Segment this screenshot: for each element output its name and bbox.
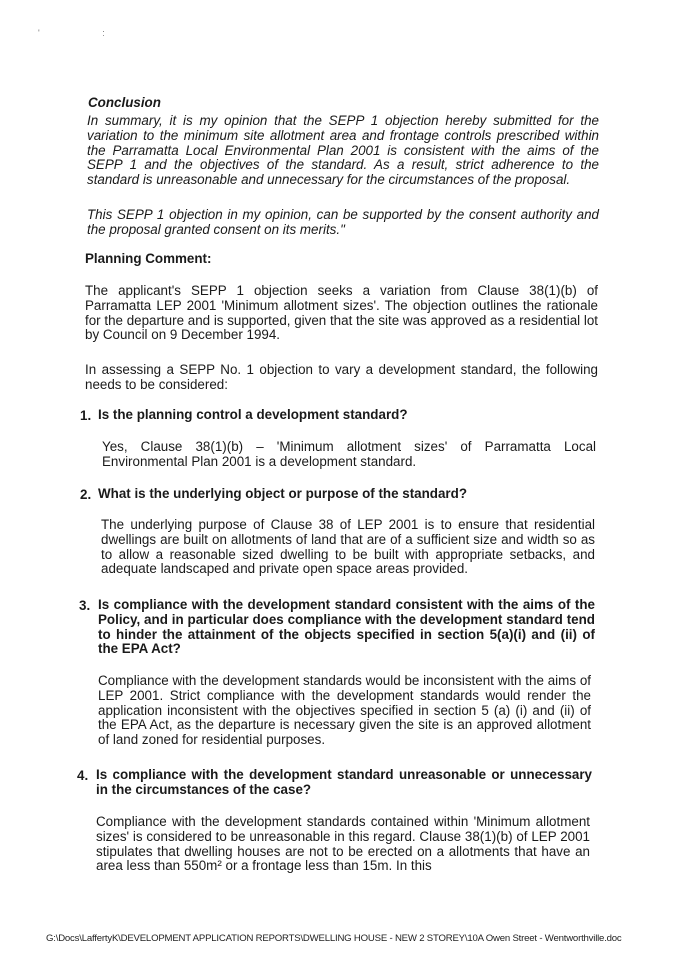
question-1 (80, 408, 600, 423)
question-number: 1. (80, 408, 92, 423)
question-3 (79, 598, 595, 657)
question-4 (77, 768, 592, 798)
planning-comment-heading: Planning Comment: (85, 251, 212, 266)
question-text: Is the planning control a development standard? (98, 407, 408, 422)
file-path-footer: G:\Docs\LaffertyK\DEVELOPMENT APPLICATION REPORTS\DWELLING HOUSE - NEW 2 STOREY\10A Owen Street - Wentworthville.doc (46, 933, 622, 944)
conclusion-paragraph-2: This SEPP 1 objection in my opinion, can be supported by the consent authority and the proposal granted consent on its merits." (87, 207, 599, 237)
conclusion-paragraph-1: In summary, it is my opinion that the SEPP 1 objection hereby submitted for the variation to the minimum site allotment area and frontage controls prescribed within the Parramatta Local Environmental Plan 2001 is consistent with the aims of the SEPP 1 and the objectives of the standard. As a result, strict adherence to the standard is unreasonable and unnecessary for the circumstances of the proposal. (87, 113, 599, 188)
question-text: Is compliance with the development standard consistent with the aims of the Policy, and in particular does compliance with the development standard tend to hinder the attainment of the objects specified in section 5(a)(i) and (ii) of the EPA Act? (98, 597, 595, 657)
question-number: 2. (80, 487, 92, 502)
question-text: Is compliance with the development standard unreasonable or unnecessary in the circumstances of the case? (96, 767, 592, 797)
question-number: 3. (79, 598, 91, 613)
planning-paragraph-2: In assessing a SEPP No. 1 objection to vary a development standard, the following needs to be considered: (85, 362, 598, 392)
answer-1: Yes, Clause 38(1)(b) – 'Minimum allotment sizes' of Parramatta Local Environmental Plan 2001 is a development standard. (102, 439, 596, 469)
answer-4: Compliance with the development standards contained within 'Minimum allotment sizes' is considered to be unreasonable in this regard. Clause 38(1)(b) of LEP 2001 stipulates that dwelling houses are not to be erected on a allotments that have an area less than 550m² or a frontage less than 15m. In this (96, 814, 590, 874)
question-text: What is the underlying object or purpose of the standard? (98, 486, 468, 501)
scan-marks: ' : (38, 28, 135, 38)
answer-3: Compliance with the development standards would be inconsistent with the aims of LEP 2001. Strict compliance with the development standards would render the application inconsistent with the objectives specified in section 5 (a) (i) and (ii) of the EPA Act, as the departure is necessary given the site is an approved allotment of land zoned for residential purposes. (98, 673, 591, 748)
question-number: 4. (77, 768, 89, 783)
answer-2: The underlying purpose of Clause 38 of LEP 2001 is to ensure that residential dwellings are built on allotments of land that are of a sufficient size and width so as to allow a reasonable sized dwelling to be built with appropriate setbacks, and adequate landscaped and private open space areas provided. (101, 517, 595, 577)
conclusion-heading: Conclusion (88, 95, 161, 110)
planning-paragraph-1: The applicant's SEPP 1 objection seeks a variation from Clause 38(1)(b) of Parramatta LEP 2001 'Minimum allotment sizes'. The objection outlines the rationale for the departure and is supported, given that the site was approved as a residential lot by Council on 9 December 1994. (85, 283, 598, 343)
question-2 (80, 487, 600, 502)
